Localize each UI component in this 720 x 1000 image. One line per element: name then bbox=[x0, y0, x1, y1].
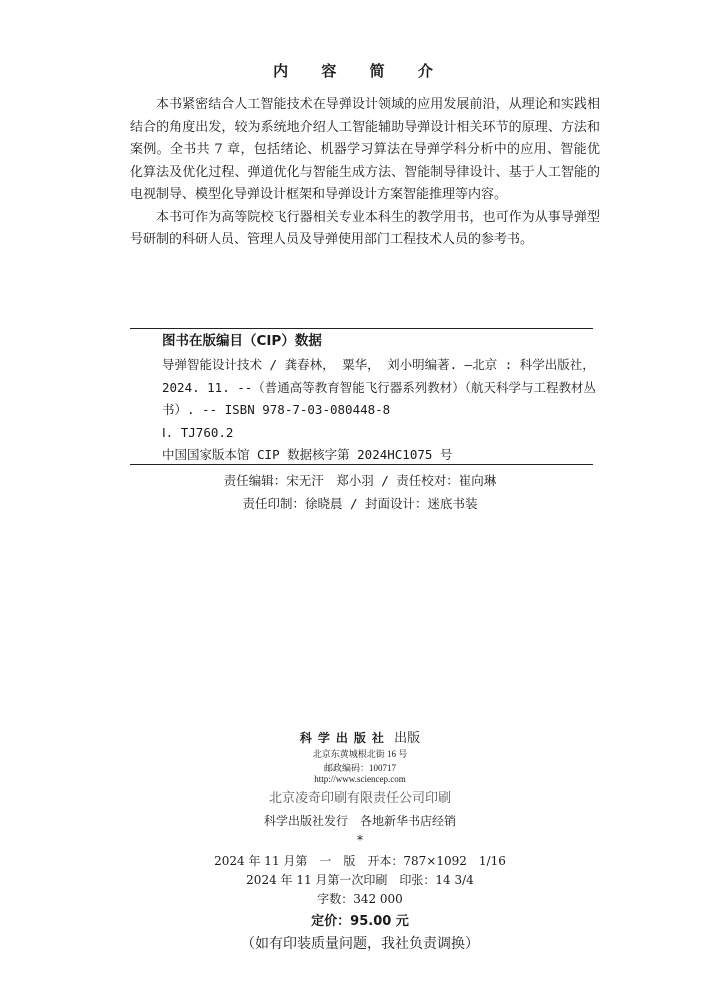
price-line: 定价：95.00 元 bbox=[311, 914, 409, 929]
cip-bottom-rule bbox=[130, 464, 593, 465]
cip-record: 导弹智能设计技术 / 龚春林， 粟华， 刘小明编著. —北京 : 科学出版社， 2024. 11. --（普通高等教育智能飞行器系列教材）（航天科学与工程教材丛书）. -- ISBN 978-7-03-080448-8 bbox=[162, 357, 597, 417]
cip-block bbox=[143, 354, 603, 467]
printing-line: 2024 年 11 月第一次印刷 印张：14 3/4 bbox=[246, 873, 474, 887]
page-title: 内 容 简 介 bbox=[273, 62, 447, 80]
intro-paragraph-2: 本书可作为高等院校飞行器相关专业本科生的教学用书，也可作为从事导弹型号研制的科研人员、管理人员及导弹使用部门工程技术人员的参考书。 bbox=[130, 209, 600, 247]
printer-line: 北京凌奇印刷有限责任公司印刷 bbox=[268, 791, 451, 806]
publisher-address: 北京东黄城根北街 16 号 bbox=[312, 749, 408, 759]
distribution-line: 科学出版社发行 各地新华书店经销 bbox=[263, 814, 456, 828]
wordcount-line: 字数：342 000 bbox=[317, 892, 403, 906]
publisher-postcode: 邮政编码：100717 bbox=[323, 763, 396, 773]
publisher-suffix: 出版 bbox=[394, 731, 421, 746]
cip-classification: Ⅰ. TJ760.2 bbox=[162, 424, 234, 440]
quality-note: （如有印装质量问题，我社负责调换） bbox=[241, 936, 479, 952]
cip-verification: 中国国家版本馆 CIP 数据核字第 2024HC1075 号 bbox=[162, 447, 453, 462]
editors-line-2: 责任印制：徐晓晨 / 封面设计：迷底书装 bbox=[242, 496, 478, 511]
publisher-website: http://www.sciencep.com bbox=[314, 774, 406, 784]
separator-star: * bbox=[357, 833, 363, 847]
intro-paragraph-1: 本书紧密结合人工智能技术在导弹设计领域的应用发展前沿，从理论和实践相结合的角度出发，较为系统地介绍人工智能辅助导弹设计相关环节的原理、方法和案例。全书共 7 章，包括绪论、机器学习算法在导弹学科分析中的应用、智能优化算法及优化过程、弹道优化与智能生成方法、智能制导律设计、基于人工智能的电视制导、模型化导弹设计框架和导弹设计方案智能推理等内容。 bbox=[130, 97, 600, 202]
editors-line-1: 责任编辑：宋无汗 郑小羽 / 责任校对：崔向琳 bbox=[223, 473, 497, 488]
publisher-seal: 科学出版社 bbox=[299, 731, 390, 745]
cip-heading: 图书在版编目（CIP）数据 bbox=[162, 333, 322, 349]
edition-line: 2024 年 11 月第 一 版 开本：787×1092 1/16 bbox=[214, 854, 506, 868]
intro-section bbox=[130, 94, 600, 252]
publisher-line bbox=[0, 727, 720, 746]
